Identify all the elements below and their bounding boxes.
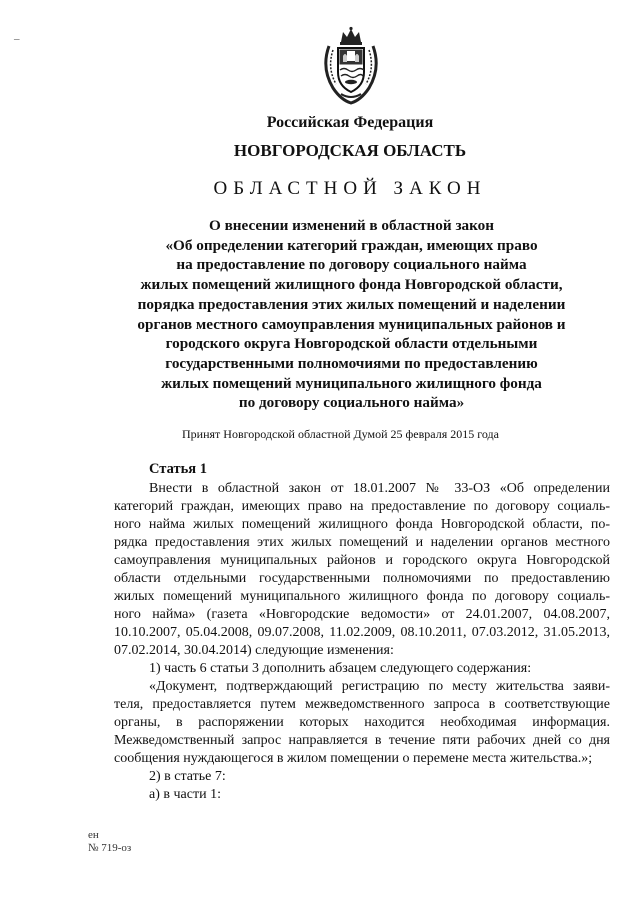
footer-initials: ен bbox=[88, 829, 99, 841]
document-footer bbox=[88, 829, 131, 855]
title-line: «Об определении категорий граждан, имеющих право bbox=[165, 236, 538, 254]
title-line: жилых помещений муниципального жилищного фонда bbox=[161, 374, 542, 392]
body-text-line: ного найма жилых помещений жилищного фонда Новгородской области, по- bbox=[114, 517, 610, 532]
title-line: органов местного самоуправления муниципальных районов и bbox=[137, 315, 566, 333]
coat-of-arms-emblem bbox=[319, 26, 383, 106]
title-line: О внесении изменений в областной закон bbox=[208, 217, 495, 234]
body-text-line: категорий граждан, имеющих право на предоставление по договору социаль- bbox=[114, 499, 610, 514]
title-line: порядка предоставления этих жилых помещений и наделении bbox=[137, 295, 566, 313]
region-name: НОВГОРОДСКАЯ ОБЛАСТЬ bbox=[233, 141, 467, 160]
country-name: Российская Федерация bbox=[266, 114, 434, 131]
body-text-line: 10.10.2007, 05.04.2008, 09.07.2008, 11.02.2009, 08.10.2011, 07.03.2012, 31.05.2013, bbox=[114, 625, 610, 640]
law-title bbox=[128, 216, 575, 413]
body-text-line: 2) в статье 7: bbox=[149, 769, 226, 784]
body-text-line: органы, в распоряжении которых находится необходимая информация. bbox=[114, 715, 610, 730]
body-text-line: а) в части 1: bbox=[149, 787, 221, 802]
body-text-line: самоуправления муниципальных районов и городского округа Новгородской bbox=[114, 553, 610, 568]
title-line: по договору социального найма» bbox=[238, 394, 465, 412]
article-heading: Статья 1 bbox=[149, 461, 207, 477]
body-text-line: Внести в областной закон от 18.01.2007 № 33-ОЗ «Об определении bbox=[149, 481, 610, 496]
title-line: государственными полномочиями по предоставлению bbox=[165, 354, 538, 372]
body-text-line: жилых помещений муниципального жилищного фонда по договору социаль- bbox=[114, 589, 610, 604]
article-body bbox=[114, 480, 610, 804]
body-text-line: «Документ, подтверждающий регистрацию по месту жительства заяви- bbox=[149, 679, 610, 694]
corner-mark: – bbox=[14, 33, 20, 45]
body-text-line: сообщения нуждающегося в жилом помещении о перемене места жительства.»; bbox=[114, 751, 593, 766]
adoption-note: Принят Новгородской областной Думой 25 февраля 2015 года bbox=[182, 427, 499, 441]
body-text-line: области отдельными государственными полномочиями по предоставлению bbox=[114, 571, 610, 586]
body-text-line: 1) часть 6 статьи 3 дополнить абзацем следующего содержания: bbox=[149, 661, 532, 676]
body-text-line: 07.02.2014, 30.04.2014) следующие изменения: bbox=[114, 643, 394, 658]
law-type-heading: ОБЛАСТНОЙ ЗАКОН bbox=[213, 178, 487, 199]
title-line: жилых помещений жилищного фонда Новгородской области, bbox=[140, 276, 563, 294]
title-line: городского округа Новгородской области отдельными bbox=[165, 335, 538, 353]
body-text-line: ного найма» (газета «Новгородские ведомости» от 24.01.2007, 04.08.2007, bbox=[114, 607, 610, 622]
body-text-line: Межведомственный запрос направляется в течение пяти рабочих дней со дня bbox=[114, 733, 610, 748]
footer-doc-number: № 719-оз bbox=[88, 842, 132, 854]
body-text-line: теля, предоставляется путем межведомственного запроса в соответствующие bbox=[114, 697, 610, 712]
body-text-line: рядка предоставления этих жилых помещений и наделении органов местного bbox=[114, 535, 610, 550]
title-line: на предоставление по договору социального найма bbox=[176, 256, 527, 274]
